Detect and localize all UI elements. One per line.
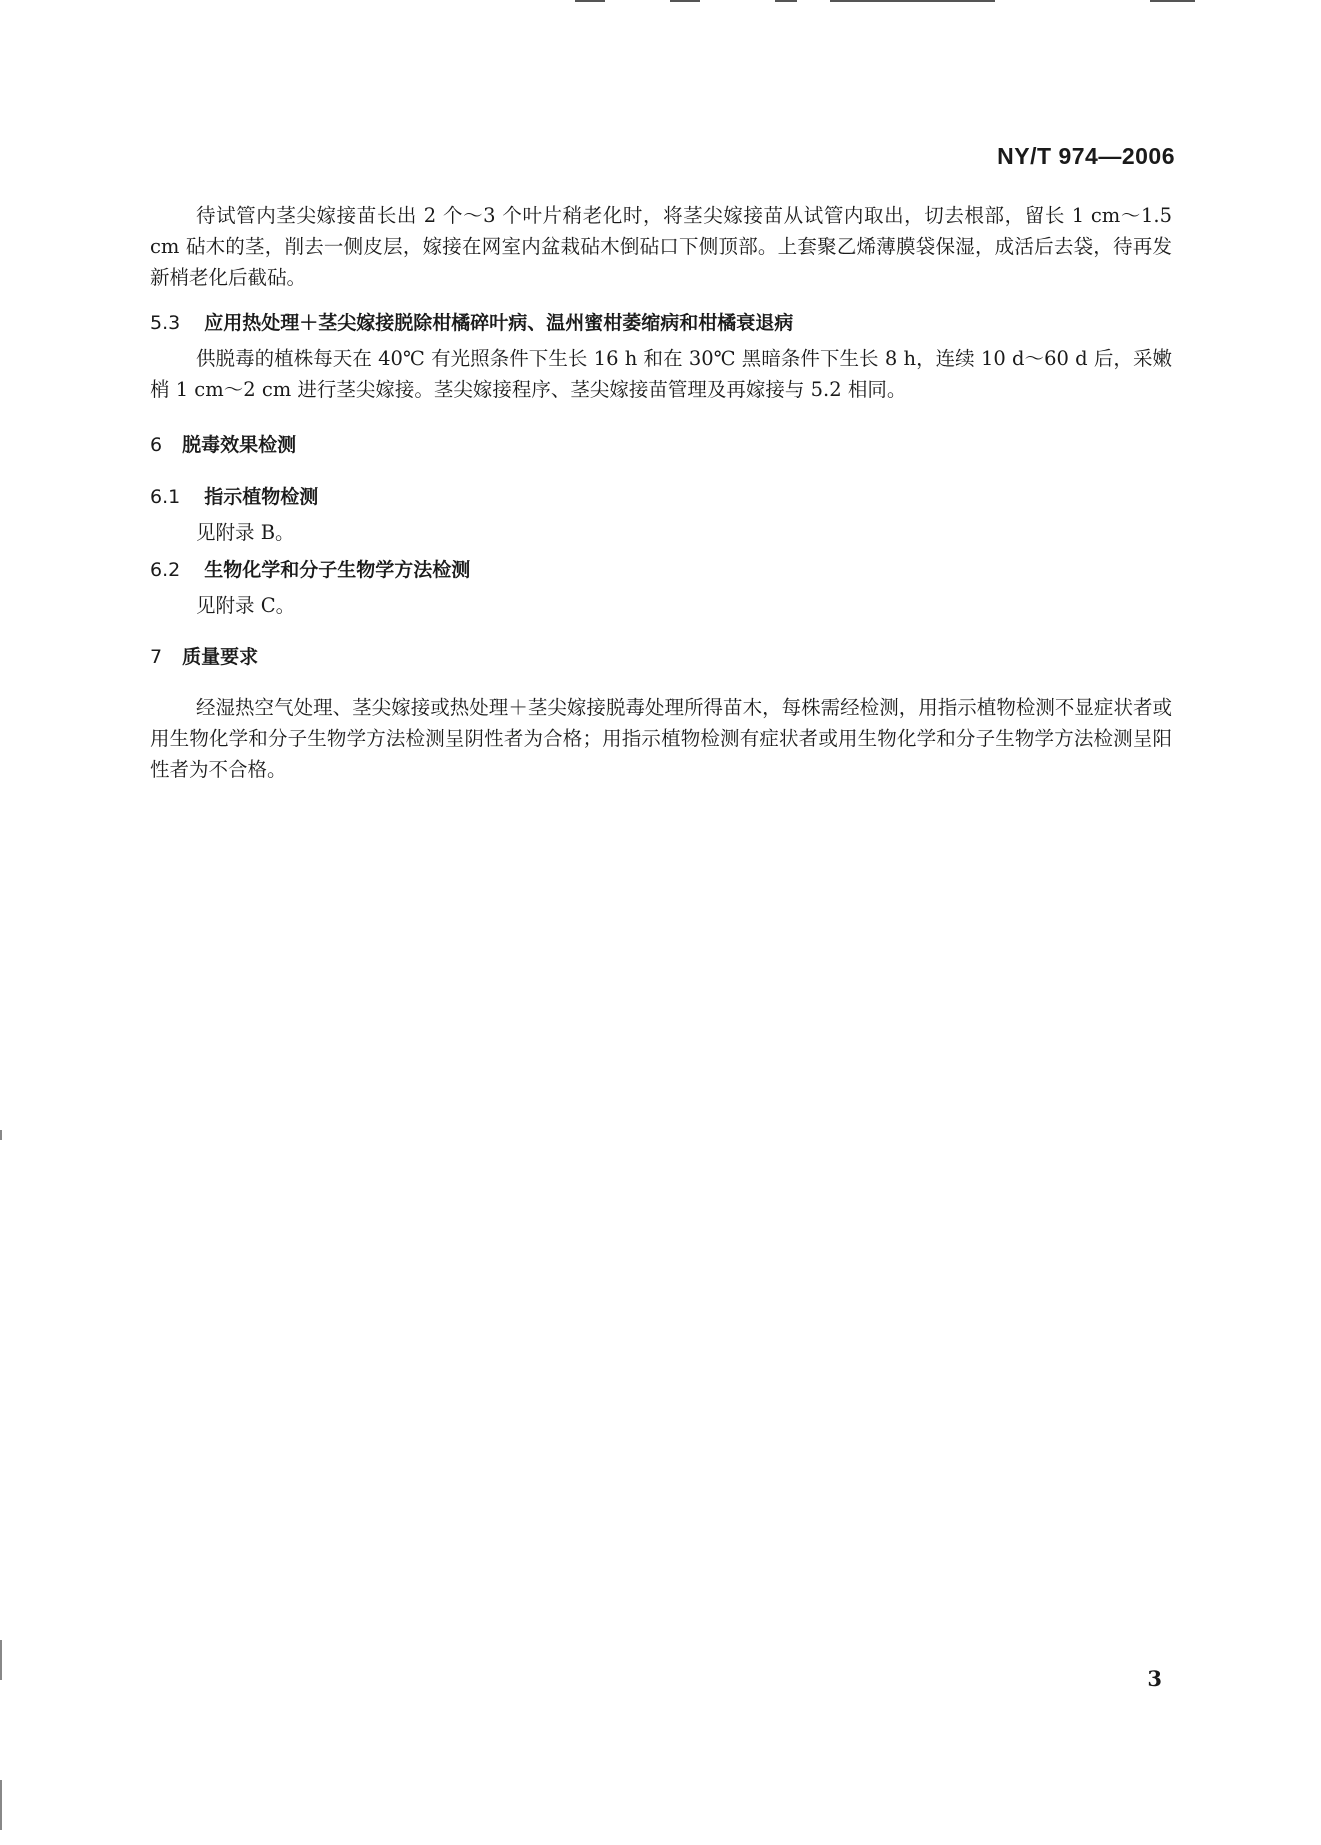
- standard-code: NY/T 974—2006: [997, 143, 1175, 169]
- paragraph-7: 经湿热空气处理、茎尖嫁接或热处理＋茎尖嫁接脱毒处理所得苗木，每株需经检测，用指示植物检测不显症状者或用生物化学和分子生物学方法检测呈阴性者为合格；用指示植物检测有症状者或用生物化学和分子生物学方法检测呈阳性者为不合格。: [150, 696, 1172, 781]
- scan-artifact-line: [575, 0, 605, 2]
- section-title: 应用热处理＋茎尖嫁接脱除柑橘碎叶病、温州蜜柑萎缩病和柑橘衰退病: [204, 312, 794, 334]
- section-title: 质量要求: [182, 646, 259, 668]
- reference-appendix-c: 见附录 C。: [196, 594, 296, 617]
- section-heading-7: [150, 642, 258, 669]
- scan-artifact-line: [830, 0, 995, 2]
- section-number: 6: [150, 434, 163, 456]
- section-heading-6-1: [150, 482, 318, 509]
- scan-artifact-line: [670, 0, 700, 2]
- scan-artifact-mark: [0, 1640, 2, 1680]
- section-heading-5-3: [150, 308, 793, 335]
- scan-artifact-mark: [0, 1130, 2, 1140]
- section-title: 生物化学和分子生物学方法检测: [204, 559, 471, 581]
- paragraph-5-2-continued: 待试管内茎尖嫁接苗长出 2 个～3 个叶片稍老化时，将茎尖嫁接苗从试管内取出，切去根部，留长 1 cm～1.5 cm 砧木的茎，削去一侧皮层，嫁接在网室内盆栽砧木倒砧口下侧顶部。上套聚乙烯薄膜袋保湿，成活后去袋，待再发新梢老化后截砧。: [150, 204, 1172, 289]
- scan-artifact-mark: [0, 1780, 2, 1830]
- section-number: 6.1: [150, 486, 181, 508]
- section-heading-6-2: [150, 555, 470, 582]
- reference-appendix-b: 见附录 B。: [196, 521, 295, 544]
- scan-artifact-line: [1150, 0, 1195, 2]
- page-number: 3: [1147, 1666, 1162, 1691]
- section-number: 6.2: [150, 559, 181, 581]
- paragraph-5-3: 供脱毒的植株每天在 40℃ 有光照条件下生长 16 h 和在 30℃ 黑暗条件下生长 8 h，连续 10 d～60 d 后，采嫩梢 1 cm～2 cm 进行茎尖嫁接。茎尖嫁接程序、茎尖嫁接苗管理及再嫁接与 5.2 相同。: [150, 347, 1172, 401]
- section-number: 5.3: [150, 312, 181, 334]
- section-title: 脱毒效果检测: [182, 434, 297, 456]
- section-number: 7: [150, 646, 163, 668]
- section-title: 指示植物检测: [204, 486, 319, 508]
- scan-artifact-line: [775, 0, 797, 2]
- section-heading-6: [150, 430, 296, 457]
